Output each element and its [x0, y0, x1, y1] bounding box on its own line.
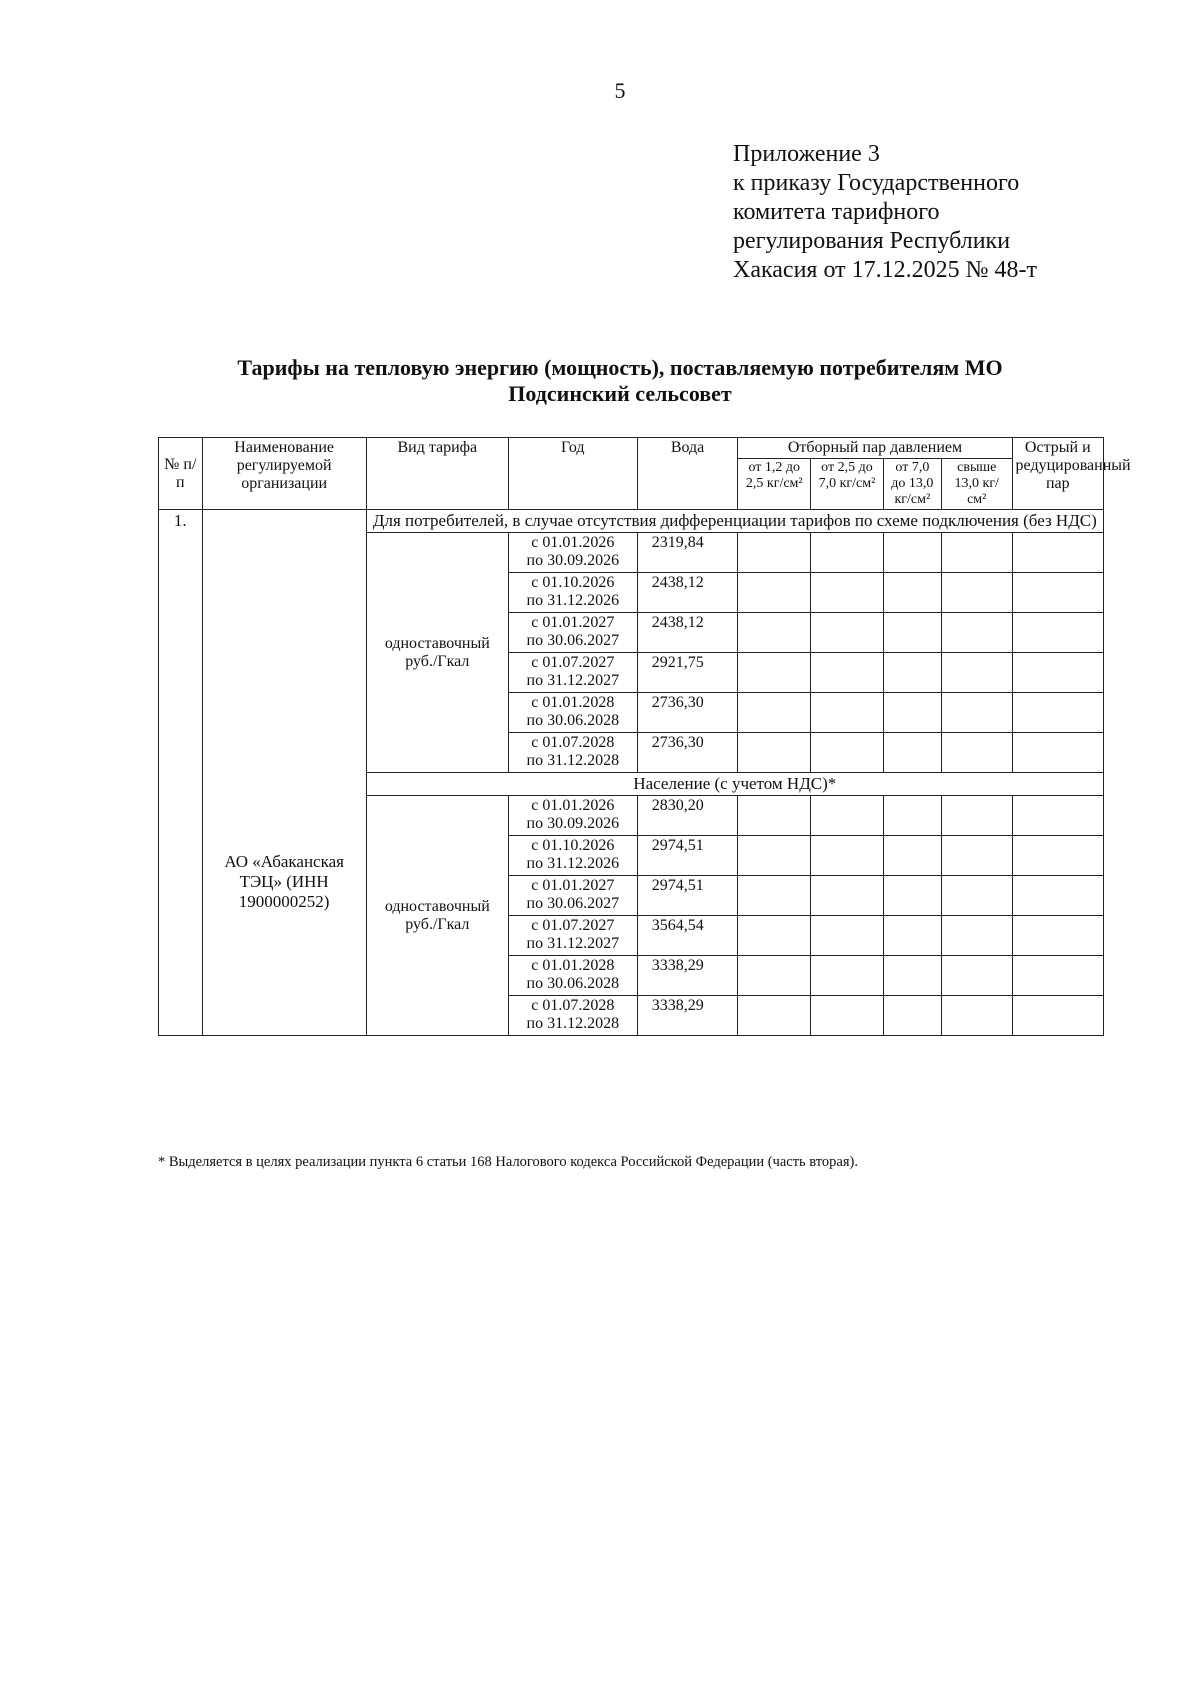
empty-cell [738, 876, 811, 916]
empty-cell [941, 916, 1012, 956]
period-to: по 30.06.2028 [526, 975, 620, 992]
empty-cell [883, 693, 941, 733]
period-cell [508, 836, 637, 876]
empty-cell [1012, 956, 1103, 996]
period-to: по 31.12.2027 [526, 672, 620, 689]
header-steam-4: свыше 13,0 кг/см² [941, 459, 1012, 510]
period-to: по 31.12.2027 [526, 935, 620, 952]
water-value: 3338,29 [637, 956, 738, 996]
period-to: по 30.06.2027 [526, 895, 620, 912]
section-title: Для потребителей, в случае отсутствия дифференциации тарифов по схеме подключения (без НДС) [366, 510, 1103, 533]
empty-cell [811, 733, 884, 773]
empty-cell [738, 653, 811, 693]
water-value: 2736,30 [637, 693, 738, 733]
empty-cell [883, 916, 941, 956]
empty-cell [738, 836, 811, 876]
empty-cell [1012, 876, 1103, 916]
tariff-type: одноставочный руб./Гкал [366, 796, 508, 1036]
empty-cell [1012, 693, 1103, 733]
water-value: 2830,20 [637, 796, 738, 836]
period-to: по 30.09.2026 [526, 552, 620, 569]
empty-cell [883, 653, 941, 693]
empty-cell [941, 876, 1012, 916]
period-cell [508, 613, 637, 653]
empty-cell [738, 733, 811, 773]
water-value: 3338,29 [637, 996, 738, 1036]
empty-cell [941, 613, 1012, 653]
empty-cell [883, 573, 941, 613]
empty-cell [1012, 613, 1103, 653]
empty-cell [811, 916, 884, 956]
row-number: 1. [159, 510, 203, 1036]
tariff-table [158, 437, 1131, 1036]
period-from: с 01.01.2027 [531, 614, 615, 631]
header-steam-2: от 2,5 до 7,0 кг/см² [811, 459, 884, 510]
empty-cell [811, 956, 884, 996]
section-title: Население (с учетом НДС)* [366, 773, 1103, 796]
water-value: 2319,84 [637, 533, 738, 573]
empty-cell [941, 573, 1012, 613]
header-tariff-type: Вид тарифа [366, 438, 508, 510]
appendix-block [733, 140, 1037, 285]
empty-cell [941, 733, 1012, 773]
empty-cell [1012, 653, 1103, 693]
period-from: с 01.01.2027 [531, 877, 615, 894]
water-value: 2921,75 [637, 653, 738, 693]
period-cell [508, 733, 637, 773]
empty-cell [941, 653, 1012, 693]
header-sharp-steam: Острый и редуцированный пар [1012, 438, 1103, 510]
empty-cell [883, 533, 941, 573]
empty-cell [811, 693, 884, 733]
empty-cell [811, 573, 884, 613]
empty-cell [811, 533, 884, 573]
empty-cell [941, 956, 1012, 996]
empty-cell [883, 876, 941, 916]
empty-cell [811, 876, 884, 916]
water-value: 2438,12 [637, 573, 738, 613]
empty-cell [738, 916, 811, 956]
empty-cell [883, 733, 941, 773]
empty-cell [1012, 836, 1103, 876]
empty-cell [738, 796, 811, 836]
water-value: 2974,51 [637, 876, 738, 916]
appendix-line: Приложение 3 [733, 141, 880, 167]
period-from: с 01.07.2027 [531, 654, 615, 671]
empty-cell [883, 836, 941, 876]
empty-cell [738, 693, 811, 733]
empty-cell [811, 613, 884, 653]
appendix-line: к приказу Государственного [733, 170, 1020, 196]
water-value: 2974,51 [637, 836, 738, 876]
water-value: 3564,54 [637, 916, 738, 956]
water-value: 2438,12 [637, 613, 738, 653]
empty-cell [738, 996, 811, 1036]
header-steam-1: от 1,2 до 2,5 кг/см² [738, 459, 811, 510]
period-cell [508, 573, 637, 613]
period-from: с 01.07.2028 [531, 734, 615, 751]
period-to: по 30.06.2027 [526, 632, 620, 649]
header-water: Вода [637, 438, 738, 510]
period-to: по 31.12.2026 [526, 592, 620, 609]
page-number: 5 [614, 78, 626, 103]
tariff-type: одноставочный руб./Гкал [366, 533, 508, 773]
empty-cell [738, 956, 811, 996]
empty-cell [941, 796, 1012, 836]
period-cell [508, 996, 637, 1036]
empty-cell [883, 956, 941, 996]
empty-cell [811, 796, 884, 836]
empty-cell [1012, 573, 1103, 613]
period-from: с 01.10.2026 [531, 837, 615, 854]
empty-cell [738, 573, 811, 613]
period-cell [508, 653, 637, 693]
organization-name: АО «Абаканская ТЭЦ» (ИНН 1900000252) [202, 510, 366, 1036]
empty-cell [941, 533, 1012, 573]
empty-cell [941, 996, 1012, 1036]
empty-cell [738, 533, 811, 573]
empty-cell [883, 613, 941, 653]
empty-cell [883, 796, 941, 836]
empty-cell [1012, 533, 1103, 573]
water-value: 2736,30 [637, 733, 738, 773]
empty-cell [811, 836, 884, 876]
empty-cell [811, 996, 884, 1036]
appendix-line: Хакасия от 17.12.2025 № 48-т [733, 257, 1038, 283]
header-org: Наименование регулируемой организации [202, 438, 366, 510]
title-line-1: Тарифы на тепловую энергию (мощность), поставляемую потребителям МО [237, 355, 1003, 380]
empty-cell [1012, 916, 1103, 956]
appendix-line: комитета тарифного [733, 199, 940, 225]
footnote: * Выделяется в целях реализации пункта 6 статьи 168 Налогового кодекса Российской Федерации (часть вторая). [158, 1154, 858, 1170]
period-from: с 01.01.2026 [531, 534, 615, 551]
header-num: № п/п [159, 438, 203, 510]
period-from: с 01.07.2027 [531, 917, 615, 934]
period-to: по 31.12.2028 [526, 1015, 620, 1032]
empty-cell [811, 653, 884, 693]
empty-cell [941, 836, 1012, 876]
period-to: по 31.12.2028 [526, 752, 620, 769]
period-from: с 01.07.2028 [531, 997, 615, 1014]
period-cell [508, 956, 637, 996]
title-line-2: Подсинский сельсовет [508, 381, 732, 406]
header-steam-group: Отборный пар давлением [738, 438, 1012, 459]
period-from: с 01.01.2028 [531, 957, 615, 974]
empty-cell [883, 996, 941, 1036]
period-cell [508, 533, 637, 573]
period-to: по 31.12.2026 [526, 855, 620, 872]
period-from: с 01.01.2028 [531, 694, 615, 711]
empty-cell [1012, 996, 1103, 1036]
period-cell [508, 796, 637, 836]
period-to: по 30.06.2028 [526, 712, 620, 729]
period-cell [508, 693, 637, 733]
appendix-line: регулирования Республики [733, 228, 1011, 254]
period-cell [508, 876, 637, 916]
header-year: Год [508, 438, 637, 510]
header-steam-3: от 7,0 до 13,0 кг/см² [883, 459, 941, 510]
document-title [150, 355, 1090, 407]
empty-cell [941, 693, 1012, 733]
period-cell [508, 916, 637, 956]
empty-cell [1012, 796, 1103, 836]
period-from: с 01.10.2026 [531, 574, 615, 591]
empty-cell [1012, 733, 1103, 773]
empty-cell [738, 613, 811, 653]
period-to: по 30.09.2026 [526, 815, 620, 832]
period-from: с 01.01.2026 [531, 797, 615, 814]
